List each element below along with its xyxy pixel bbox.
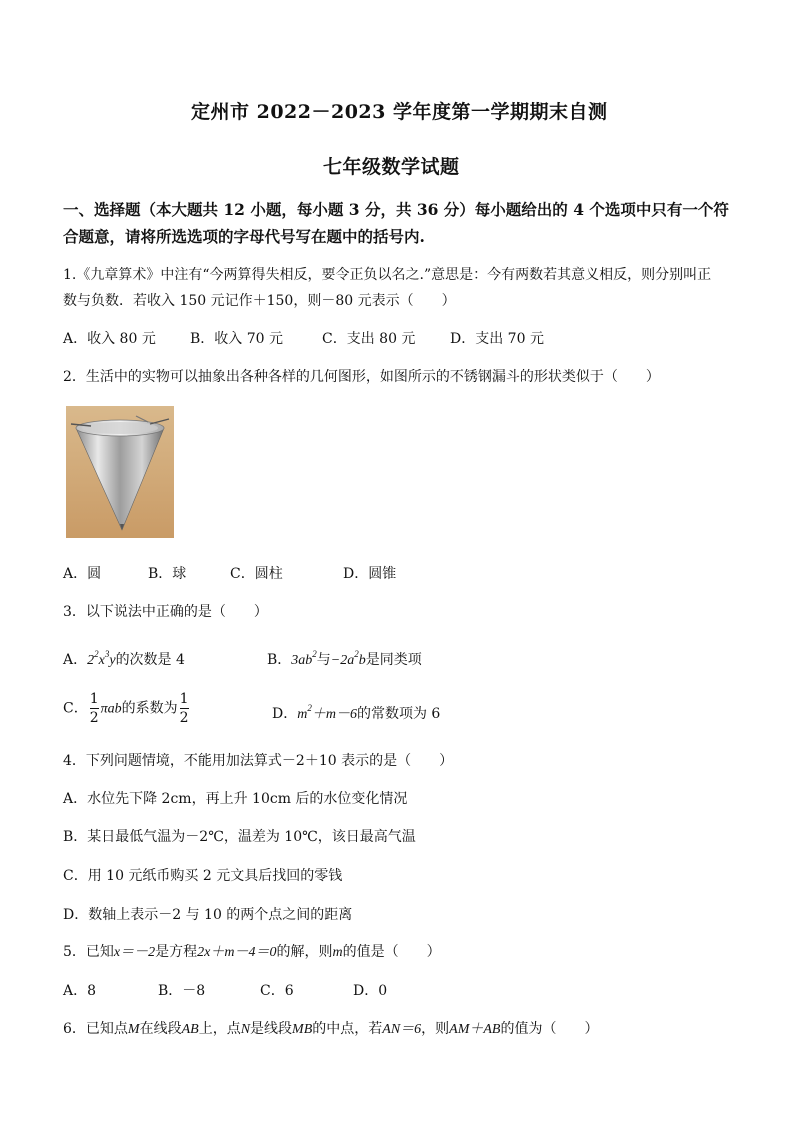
q3-b-expression-2: $-2a^2b$: [330, 649, 366, 668]
q3-c-fraction-1: $\frac{1}{2}$: [89, 691, 99, 726]
q1-option-a: A．收入 80 元: [63, 331, 156, 347]
q4-option-b: B．某日最低气温为－2℃，温差为 10℃，该日最高气温: [63, 829, 416, 845]
q1-option-c: C．支出 80 元: [322, 331, 416, 347]
q3-d-expression: $m^2+m-6$: [297, 703, 357, 722]
q5-stem-mid: 是方程: [155, 944, 198, 960]
q1-option-b: B．收入 70 元: [190, 331, 284, 347]
q4-stem: 4．下列问题情境，不能用加法算式－2＋10 表示的是（ ）: [63, 753, 454, 769]
q3-a-expression: $2^2x^3y$: [87, 649, 116, 668]
q4-option-d: D．数轴上表示－2 与 10 的两个点之间的距离: [63, 907, 353, 923]
q6-stem-pre: 6．已知点: [63, 1021, 128, 1037]
funnel-image: [66, 406, 174, 538]
q6-point-n: N: [240, 1022, 251, 1037]
q5-eq-2: 2x＋m－4＝0: [197, 945, 277, 960]
q5-option-a: A．8: [63, 983, 97, 999]
q3-b-text: 是同类项: [365, 652, 422, 668]
q3-c-label: C．: [63, 700, 88, 717]
q6-text-2: 上，点: [198, 1021, 241, 1037]
q5-option-d: D．0: [353, 983, 388, 999]
q6-segment-ab: AB: [181, 1022, 199, 1037]
q3-option-d: [272, 703, 440, 723]
funnel-picture: [66, 406, 174, 538]
q5-option-b: B．－8: [158, 983, 206, 999]
q3-d-label: D．: [272, 706, 298, 722]
q6-text-4: 的中点，若: [312, 1021, 383, 1037]
page-title: 定州市 2022－2023 学年度第一学期期末自测: [191, 101, 608, 123]
q6-text-5: ，则: [421, 1021, 450, 1037]
q5-eq-1: x＝－2: [113, 945, 156, 960]
q6-text-6: 的值为（ ）: [500, 1021, 599, 1037]
q3-c-fraction-2: $\frac{1}{2}$: [179, 691, 189, 726]
q2-stem: 2．生活中的实物可以抽象出各种各样的几何图形，如图所示的不锈钢漏斗的形状类似于（ ）: [63, 369, 660, 385]
q2-option-c: C．圆柱: [230, 566, 283, 582]
q5-stem-end: 的值是（ ）: [342, 944, 441, 960]
q2-option-b: B．球: [148, 566, 187, 582]
q6-expr: AM＋AB: [449, 1022, 501, 1037]
q5-stem: [63, 941, 441, 961]
q1-line-1: 1.《九章算术》中注有“今两算得失相反，要令正负以名之.”意思是：今有两数若其意义相反，则分别叫正: [63, 267, 712, 283]
q5-stem-pre: 5．已知: [63, 944, 114, 960]
q3-b-label: B．: [267, 652, 292, 668]
q2-option-a: A．圆: [63, 566, 102, 582]
q6-stem: [63, 1018, 598, 1038]
q3-a-text: 的次数是 4: [115, 652, 185, 668]
q1-option-d: D．支出 70 元: [450, 331, 544, 347]
q5-option-c: C．6: [260, 983, 294, 999]
q4-option-a: A．水位先下降 2cm，再上升 10cm 后的水位变化情况: [63, 791, 408, 807]
q3-b-expression-1: $3ab^2$: [291, 649, 317, 668]
section-line-1: 一、选择题（本大题共 12 小题，每小题 3 分，共 36 分）每小题给出的 4 个选项中只有一个符: [63, 200, 729, 219]
q6-point-m: M: [127, 1022, 140, 1037]
q4-option-c: C．用 10 元纸币购买 2 元文具后找回的零钱: [63, 868, 343, 884]
q3-option-b: [267, 649, 422, 669]
q2-option-d: D．圆锥: [343, 566, 397, 582]
q3-stem: 3．以下说法中正确的是（ ）: [63, 604, 268, 620]
q3-a-label: A．: [63, 652, 88, 668]
page-subtitle: 七年级数学试题: [323, 156, 460, 178]
q6-text-1: 在线段: [139, 1021, 182, 1037]
q5-var: m: [332, 945, 343, 960]
q3-option-c: [63, 692, 191, 725]
q6-segment-mb: MB: [292, 1022, 313, 1037]
q1-line-2: 数与负数．若收入 150 元记作＋150，则－80 元表示（ ）: [63, 293, 456, 309]
q3-c-expression: πab: [100, 701, 122, 717]
section-line-2: 合题意，请将所选选项的字母代号写在题中的括号内.: [63, 227, 425, 246]
q3-d-text: 的常数项为 6: [356, 706, 441, 722]
q3-option-a: [63, 649, 185, 669]
q5-stem-post: 的解，则: [276, 944, 333, 960]
q6-text-3: 是线段: [250, 1021, 293, 1037]
q3-c-text: 的系数为: [121, 700, 178, 717]
q3-b-mid: 与: [316, 652, 331, 668]
q6-eq-an: AN＝6: [382, 1022, 422, 1037]
